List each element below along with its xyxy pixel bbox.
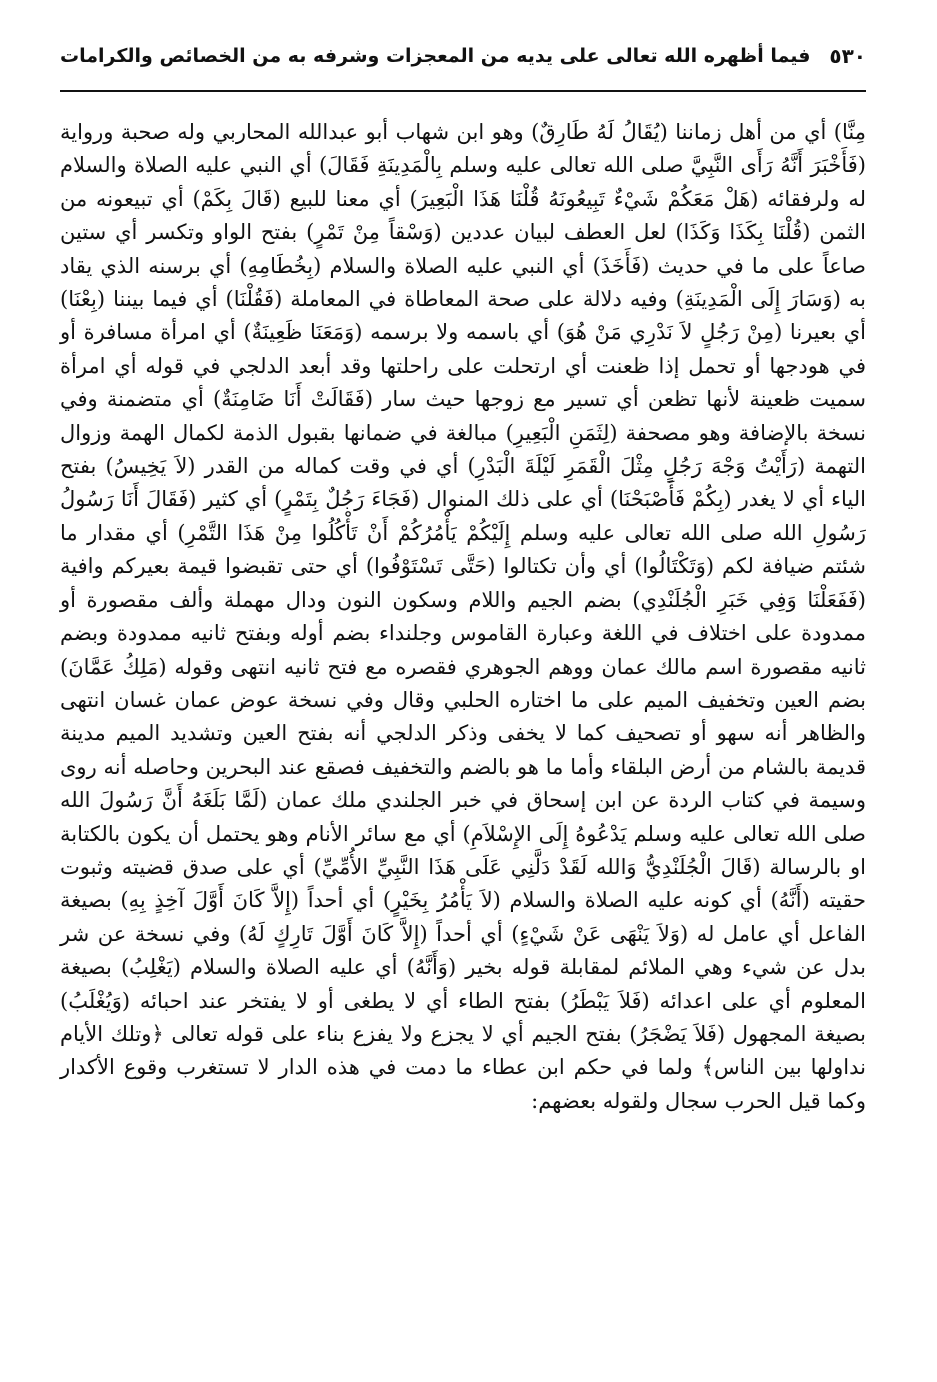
running-header xyxy=(60,28,866,84)
book-page xyxy=(60,28,866,1358)
body-text xyxy=(60,116,866,1118)
header-divider xyxy=(60,90,866,92)
running-title: فيما أظهره الله تعالى على يديه من المعجزات وشرفه به من الخصائص والكرامات xyxy=(60,45,811,67)
body-paragraph: مِنَّا) أي من أهل زماننا (يُقَالُ لَهُ طَارِقٌ) وهو ابن شهاب أبو عبدالله المحاربي وله صحبة ورواية (فَأَخْبَرَ أَنَّهُ رَأَى النَّبِيَّ صلى الله تعالى عليه وسلم بِالْمَدِينَةِ فَقَالَ) أي النبي عليه الصلاة والسلام له ولرفقائه (هَلْ مَعَكُمْ شَيْءٌ تَبِيعُونَهُ قُلْنَا هَذَا الْبَعِيرَ) أي معنا للبيع (قَالَ بِكَمْ) أي تبيعونه من الثمن (قُلْنَا بِكَذَا وَكَذَا) لعل العطف لبيان عددين (وَسْقاً مِنْ تَمْرٍ) بفتح الواو وتكسر أي ستين صاعاً على ما في حديث (فَأَخَذَ) أي النبي عليه الصلاة والسلام (بِخُطَامِهِ) أي برسنه الذي يقاد به (وَسَارَ إِلَى الْمَدِينَةِ) وفيه دلالة على صحة المعاطاة في المعاملة (فَقُلْنَا) أي فيما بيننا (بِعْنَا) أي بعيرنا (مِنْ رَجُلٍ لاَ نَدْرِي مَنْ هُوَ) أي باسمه ولا برسمه (وَمَعَنَا ظَعِينَةٌ) أي امرأة مسافرة أو في هودجها أو تحمل إذا ظعنت أي ارتحلت على راحلتها وقد أبعد الدلجي في قوله أي امرأة سميت ظعينة لأنها تظعن أي تسير مع زوجها حيث سار (فَقَالَتْ أَنَا ضَامِنَةٌ) أي متضمنة وفي نسخة بالإضافة وهو مصحفة (لِثَمَنِ الْبَعِيرِ) مبالغة في ضمانها بقبول الذمة لكمال الهمة وزوال التهمة (رَأَيْتُ وَجْهَ رَجُلٍ مِثْلَ الْقَمَرِ لَيْلَةَ الْبَدْرِ) أي في وقت كماله من القدر (لاَ يَخِيسُ) بفتح الياء أي لا يغدر (بِكُمْ فَأَصْبَحْنَا) أي على ذلك المنوال (فَجَاءَ رَجُلٌ بِتَمْرٍ) أي كثير (فَقَالَ أَنَا رَسُولُ رَسُولِ الله صلى الله تعالى عليه وسلم إِلَيْكُمْ يَأْمُرُكُمْ أَنْ تَأْكُلُوا مِنْ هَذَا التَّمْرِ) أي مقدار ما شئتم ضيافة لكم (وَتَكْتَالُوا) أي وأن تكتالوا (حَتَّى تَسْتَوْفُوا) أي حتى تقبضوا قيمة بعيركم وافية (فَفَعَلْنَا وَفِي خَبَرِ الْجُلَنْدِي) بضم الجيم واللام وسكون النون ودال مهملة وألف مقصورة أو ممدودة على اختلاف في اللغة وعبارة القاموس وجلنداء بضم أوله وبفتح ثانيه ممدودة وبضم ثانيه مقصورة اسم مالك عمان ووهم الجوهري فقصره مع فتح ثانيه انتهى وقوله (مَلِكُ عَمَّانَ) بضم العين وتخفيف الميم على ما اختاره الحلبي وقال وفي نسخة عوض عمان غسان انتهى والظاهر أنه سهو أو تصحيف كما لا يخفى وذكر الدلجي أنه بفتح العين وتشديد الميم مدينة قديمة بالشام من أرض البلقاء وأما ما هو بالضم والتخفيف فصقع عند البحرين وحاصله أنه روى وسيمة في كتاب الردة عن ابن إسحاق في خبر الجلندي ملك عمان (لَمَّا بَلَغَهُ أَنَّ رَسُولَ الله صلى الله تعالى عليه وسلم يَدْعُوهُ إِلَى الإِسْلاَمِ) أي مع سائر الأنام وهو يحتمل أن يكون بالكتابة او بالرسالة (قَالَ الْجُلَنْدِيُّ وَالله لَقَدْ دَلَّنِي عَلَى هَذَا النَّبِيِّ الأُمِّيِّ) أي على صدق قضيته وثبوت حقيته (أَنَّهُ) أي كونه عليه الصلاة والسلام (لاَ يَأْمُرُ بِخَيْرٍ) أي أحداً (إِلاَّ كَانَ أَوَّلَ آخِذٍ بِهِ) بصيغة الفاعل أي عامل له (وَلاَ يَنْهَى عَنْ شَيْءٍ) أي أحداً (إِلاَّ كَانَ أَوَّلَ تَارِكٍ لَهُ) وفي نسخة عن شر بدل عن شيء وهي الملائم لمقابلة قوله بخير (وَأَنَّهُ) أي عليه الصلاة والسلام (يَغْلِبُ) بصيغة المعلوم أي على اعدائه (فَلاَ يَبْطَرُ) بفتح الطاء أي لا يطغى أو لا يفتخر عند احبائه (وَيُغْلَبُ) بصيغة المجهول (فَلاَ يَضْجَرُ) بفتح الجيم أي لا يجزع ولا يفزع بناء على قوله تعالى ﴿وتلك الأيام نداولها بين الناس﴾ ولما في حكم ابن عطاء ما دمت في هذه الدار لا تستغرب وقوع الأكدار وكما قيل الحرب سجال ولقوله بعضهم: xyxy=(60,120,866,1113)
page-number: ٥٣٠ xyxy=(829,44,866,68)
